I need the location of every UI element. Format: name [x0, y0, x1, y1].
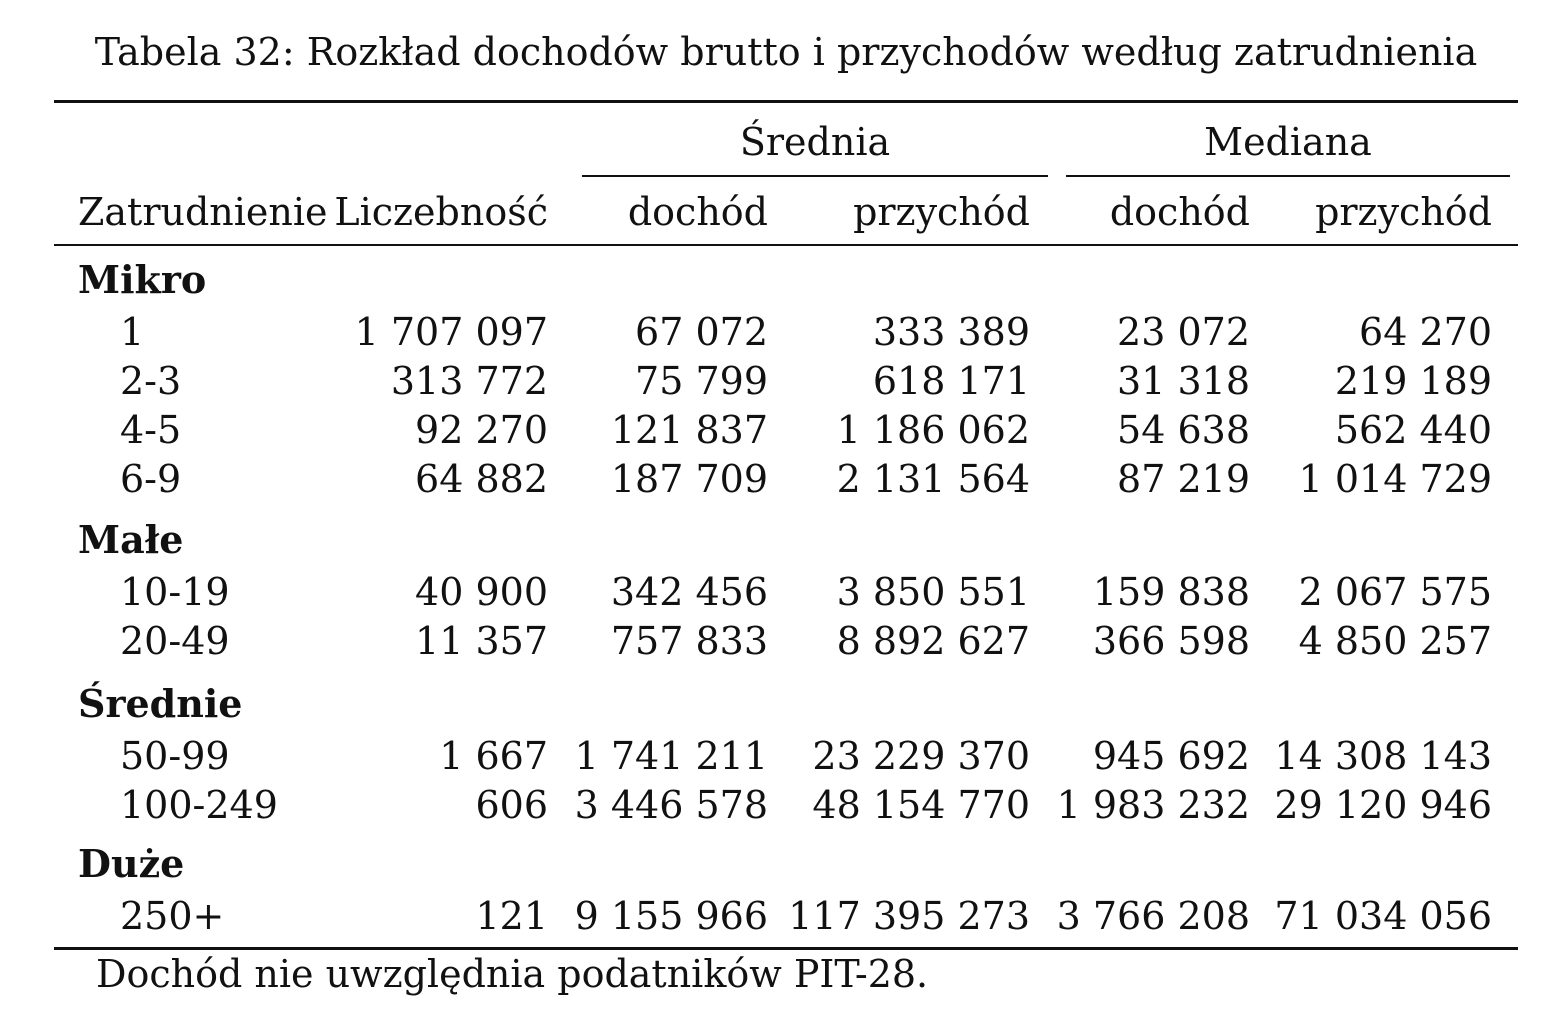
cell-mean-income: 757 833 [610, 619, 768, 663]
group-underline-median [1066, 175, 1510, 177]
cell-mean-income: 342 456 [610, 570, 768, 614]
cell-mean-revenue: 2 131 564 [836, 457, 1030, 501]
group-label: Średnie [78, 681, 243, 726]
column-header-count: Liczebność [334, 190, 548, 234]
table-footnote: Dochód nie uwzględnia podatników PIT-28. [96, 952, 929, 996]
cell-mean-income: 67 072 [635, 310, 768, 354]
cell-median-revenue: 562 440 [1334, 408, 1492, 452]
row-label: 50-99 [120, 734, 230, 778]
cell-mean-revenue: 1 186 062 [836, 408, 1030, 452]
row-label: 20-49 [120, 619, 230, 663]
cell-median-revenue: 4 850 257 [1298, 619, 1492, 663]
group-underline-mean [582, 175, 1048, 177]
cell-mean-revenue: 3 850 551 [836, 570, 1030, 614]
cell-mean-income: 3 446 578 [574, 783, 768, 827]
cell-count: 1 707 097 [354, 310, 548, 354]
row-label: 6-9 [120, 457, 182, 501]
column-header-mean-revenue: przychód [853, 190, 1030, 234]
row-label: 2-3 [120, 359, 182, 403]
cell-median-income: 87 219 [1117, 457, 1250, 501]
header-rule [54, 244, 1518, 246]
cell-median-income: 31 318 [1117, 359, 1250, 403]
cell-mean-income: 187 709 [610, 457, 768, 501]
column-header-employment: Zatrudnienie [78, 190, 328, 234]
cell-mean-income: 9 155 966 [574, 894, 768, 938]
top-rule [54, 100, 1518, 103]
group-header-mean: Średnia [739, 120, 891, 164]
cell-mean-income: 121 837 [610, 408, 768, 452]
group-header-median: Mediana [1204, 120, 1372, 164]
cell-median-income: 54 638 [1117, 408, 1250, 452]
table-caption: Tabela 32: Rozkład dochodów brutto i przychodów według zatrudnienia [94, 30, 1478, 74]
cell-mean-revenue: 23 229 370 [812, 734, 1030, 778]
cell-median-income: 23 072 [1117, 310, 1250, 354]
cell-median-revenue: 1 014 729 [1298, 457, 1492, 501]
column-header-mean-income: dochód [627, 190, 768, 234]
cell-median-income: 1 983 232 [1056, 783, 1250, 827]
cell-count: 11 357 [415, 619, 548, 663]
column-header-median-income: dochód [1109, 190, 1250, 234]
cell-count: 40 900 [415, 570, 548, 614]
cell-median-income: 3 766 208 [1056, 894, 1250, 938]
cell-median-income: 945 692 [1092, 734, 1250, 778]
group-label: Duże [78, 841, 185, 886]
cell-median-revenue: 219 189 [1334, 359, 1492, 403]
cell-mean-income: 1 741 211 [574, 734, 768, 778]
cell-median-revenue: 71 034 056 [1274, 894, 1492, 938]
row-label: 100-249 [120, 783, 278, 827]
cell-median-revenue: 2 067 575 [1298, 570, 1492, 614]
cell-median-income: 366 598 [1092, 619, 1250, 663]
row-label: 4-5 [120, 408, 182, 452]
cell-mean-income: 75 799 [635, 359, 768, 403]
cell-median-income: 159 838 [1092, 570, 1250, 614]
cell-median-revenue: 29 120 946 [1274, 783, 1492, 827]
cell-count: 1 667 [439, 734, 548, 778]
bottom-rule [54, 947, 1518, 950]
cell-mean-revenue: 333 389 [872, 310, 1030, 354]
row-label: 10-19 [120, 570, 230, 614]
group-label: Małe [78, 517, 184, 562]
cell-count: 92 270 [415, 408, 548, 452]
cell-mean-revenue: 8 892 627 [836, 619, 1030, 663]
cell-count: 121 [475, 894, 548, 938]
cell-mean-revenue: 618 171 [872, 359, 1030, 403]
cell-count: 606 [475, 783, 548, 827]
cell-count: 313 772 [390, 359, 548, 403]
cell-median-revenue: 64 270 [1359, 310, 1492, 354]
column-header-median-revenue: przychód [1315, 190, 1492, 234]
cell-count: 64 882 [415, 457, 548, 501]
cell-mean-revenue: 117 395 273 [788, 894, 1030, 938]
cell-mean-revenue: 48 154 770 [812, 783, 1030, 827]
group-label: Mikro [78, 257, 207, 302]
row-label: 1 [120, 310, 145, 354]
cell-median-revenue: 14 308 143 [1274, 734, 1492, 778]
row-label: 250+ [120, 894, 225, 938]
